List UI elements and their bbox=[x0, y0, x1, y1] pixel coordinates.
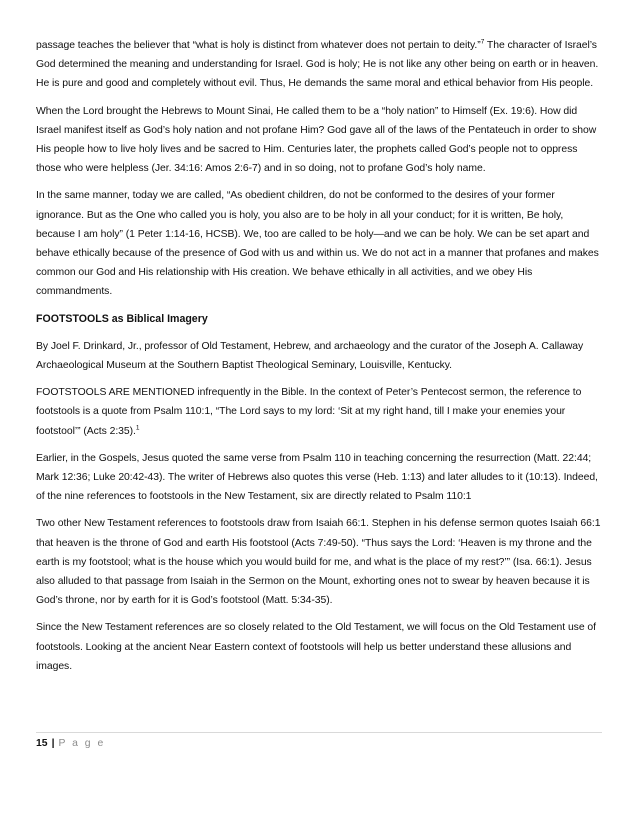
paragraph-called-to-holiness: In the same manner, today we are called, “As obedient children, do not be conformed to the desires of your former ignorance. But as the One who called you is holy, you also are to be holy in all your conduct; for it is written, Be holy, because I am holy” (1 Peter 1:14-16, HCSB). We, too are called to be holy—and we can be holy. We can be set apart and behave ethically because of the presence of God with us and within us. We do not act in a manner that profanes and makes common our God and His relationship with His creation. We behave ethically in all activities, and we obey His commandments. bbox=[36, 190, 599, 298]
page-number: 15 bbox=[36, 738, 48, 749]
footnote-marker: 7 bbox=[480, 38, 485, 46]
document-page bbox=[36, 36, 602, 684]
paragraph-text: FOOTSTOOLS ARE MENTIONED infrequently in the Bible. In the context of Peter’s Pentecost sermon, the reference to footstools is a quote from Psalm 110:1, “The Lord says to my lord: ‘Sit at my right hand, till I make your enemies your footstool’” (Acts 2:35). bbox=[36, 387, 582, 437]
paragraph-holy-nation: When the Lord brought the Hebrews to Mount Sinai, He called them to be a “holy nation” to Himself (Ex. 19:6). How did Israel manifest itself as God’s holy nation and not profane Him? God gave all of the laws of the Pentateuch in order to show His people how to live holy lives and be sacred to Him. Centuries later, the prophets called God’s people not to oppress those who were helpless (Jer. 34:16: Amos 2:6-7) and in so doing, not to profane God’s holy name. bbox=[36, 105, 597, 175]
paragraph-footstools-intro bbox=[36, 383, 602, 441]
section-heading: FOOTSTOOLS as Biblical Imagery bbox=[36, 312, 208, 325]
paragraph-text-continued: The character of Israel’s God determined the meaning and understanding for Israel. God is holy; He is not like any other being on earth or in heaven. He is pure and good and completely without evil. Thus, He demands the same moral and ethical behavior from His people. bbox=[36, 40, 599, 90]
paragraph-text: passage teaches the believer that “what is holy is distinct from whatever does not pertain to deity.” bbox=[36, 40, 481, 51]
footer-separator: | bbox=[51, 738, 55, 749]
paragraph-isaiah: Two other New Testament references to footstools draw from Isaiah 66:1. Stephen in his defense sermon quotes Isaiah 66:1 that heaven is the throne of God and earth His footstool (Acts 7:49-50). “Thus says the Lord: ‘Heaven is my throne and the earth is my footstool; what is the house which you would build for me, and what is the place of my rest?’” (Isa. 66:1). Jesus also alluded to that passage from Isaiah in the Sermon on the Mount, exhorting ones not to swear by heaven because it is God’s throne, nor by earth for it is God’s footstool (Matt. 5:34-35). bbox=[36, 518, 601, 607]
paragraph-old-testament-focus: Since the New Testament references are so closely related to the Old Testament, we will focus on the Old Testament use of footstools. Looking at the ancient Near Eastern context of footstools will help us better understand these allusions and images. bbox=[36, 622, 596, 672]
page-footer bbox=[36, 732, 602, 751]
paragraph-holiness-definition bbox=[36, 36, 602, 94]
footnote-marker: 1 bbox=[135, 424, 140, 432]
page-label: P a g e bbox=[58, 738, 106, 749]
author-byline: By Joel F. Drinkard, Jr., professor of Old Testament, Hebrew, and archaeology and the curator of the Joseph A. Callaway Archaeological Museum at the Southern Baptist Theological Seminary, Louisville, Kentucky. bbox=[36, 340, 584, 372]
paragraph-gospels: Earlier, in the Gospels, Jesus quoted the same verse from Psalm 110 in teaching concerning the resurrection (Matt. 22:44; Mark 12:36; Luke 20:42-43). The writer of Hebrews also quotes this verse (Heb. 1:13) and later alludes to it (10:13). Indeed, of the nine references to footstools in the New Testament, six are directly related to Psalm 110:1 bbox=[36, 452, 598, 503]
